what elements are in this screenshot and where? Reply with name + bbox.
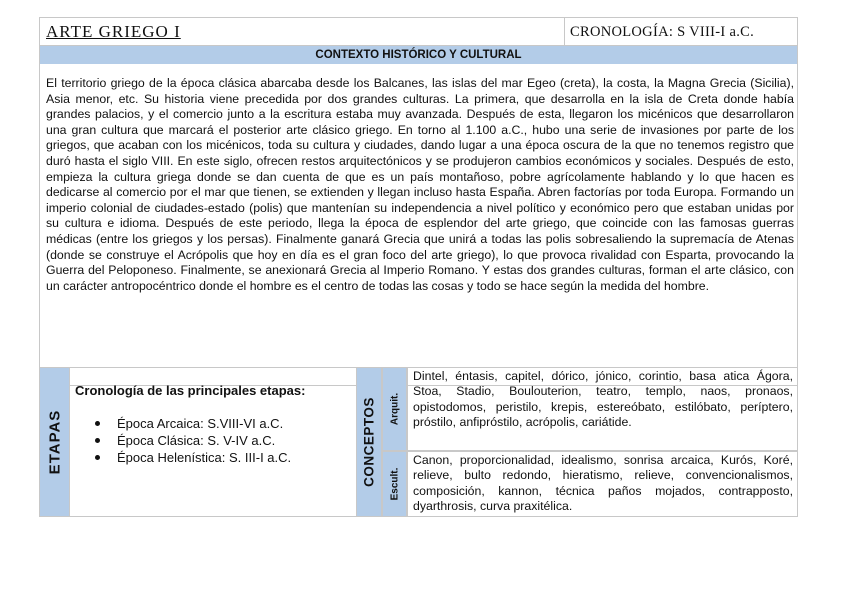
context-paragraph: El territorio griego de la época clásica abarcaba desde los Balcanes, las islas del mar Egeo (creta), la costa, la Magna Grecia (Sicilia), Asia menor, etc. Su historia viene precedida por dos grandes culturas. La primera, que desarrolla en la isla de Creta donde había grandes palacios, y el comercio junto a la escritura estaba muy avanzada. Después de esta, llegaron los micénicos que desarrollaron una gran cultura que marcará el posterior arte clásico griego. En torno al 1.100 a.C., hubo una serie de invasiones por parte de los griegos, que acaban con los micénicos, toda su cultura y ciudades, dando lugar a una época oscura de la que no tenemos registro que duró hasta el siglo VIII. En este siglo, ofrecen restos arquitectónicos y se produjeron cambios económicos y sociales. Después de esto, empieza la cultura griega donde se dan cuenta de que es un país montañoso, pobre agrícolamente hablando y lo que hacen es dedicarse al comercio por el mar que tienen, se extienden y llegan incluso hasta España. Abren factorías por toda Europa. Formando un imperio colonial de ciudades-estado (polis) que mantenían su independencia a nivel político y económico pero que estaban unidas por su cultura e idioma. Después de este periodo, llega la época de esplendor del arte griego, que coincide con las famosas guerras médicas (entre los griegos y los persas). Finalmente ganará Grecia que unirá a todas las polis sobresaliendo la supremacía de Atenas (donde se construye el Acrópolis que hoy en día es el gran foco del arte griego), lo que provoca rivalidad con Esparta, provocando la Guerra del Peloponeso. Finalmente, se anexionará Grecia al Imperio Romano. Y estas dos grandes culturas, forman el arte clásico, con un carácter antropocéntrico donde el hombre es el centro de todas las cosas y todo se hace según la medida del hombre. xyxy=(46,76,794,293)
context-section xyxy=(39,64,798,386)
chronology-label: CRONOLOGÍA: S VIII-I a.C. xyxy=(570,24,755,40)
etapas-label: ETAPAS xyxy=(46,409,63,475)
arquitectura-tab xyxy=(382,367,407,451)
context-heading: CONTEXTO HISTÓRICO Y CULTURAL xyxy=(39,46,798,64)
etapas-heading: Cronología de las principales etapas: xyxy=(75,383,306,398)
list-item-text: Época Clásica: S. V-IV a.C. xyxy=(117,433,276,448)
list-item xyxy=(93,449,291,466)
etapas-cell xyxy=(70,367,356,517)
bullet-icon xyxy=(95,438,100,443)
document-title: ARTE GRIEGO I xyxy=(46,22,181,41)
arquitectura-text: Dintel, éntasis, capitel, dórico, jónico, corintio, basa atica Ágora, Stoa, Stadio, Boulouterion, teatro, templo, naos, pronaos, opistodomos, peristilo, krepis, estereóbato, estilóbato, períptero, próstilo, anfipróstilo, acrópolis, cariátide. xyxy=(413,369,793,429)
summary-table xyxy=(39,367,798,517)
bullet-icon xyxy=(95,421,100,426)
arquitectura-cell xyxy=(407,367,798,451)
list-item xyxy=(93,432,291,449)
header-divider xyxy=(564,18,565,45)
etapas-tab xyxy=(39,367,70,517)
escultura-cell xyxy=(407,451,798,517)
conceptos-label: CONCEPTOS xyxy=(361,397,377,487)
bullet-icon xyxy=(95,455,100,460)
list-item-text: Época Helenística: S. III-I a.C. xyxy=(117,450,292,465)
conceptos-tab xyxy=(356,367,382,517)
escultura-label: Escult. xyxy=(389,467,400,501)
header-row xyxy=(39,17,798,46)
list-item-text: Época Arcaica: S.VIII-VI a.C. xyxy=(117,416,284,431)
etapas-list xyxy=(93,415,291,466)
list-item xyxy=(93,415,291,432)
escultura-tab xyxy=(382,451,407,517)
arquitectura-label: Arquit. xyxy=(389,392,400,426)
escultura-text: Canon, proporcionalidad, idealismo, sonrisa arcaica, Kurós, Koré, relieve, bulto redondo, hieratismo, relieve, convencionalismos, composición, kannon, técnica paños mojados, contrapposto, dyarthrosis, curva praxitélica. xyxy=(413,453,793,513)
